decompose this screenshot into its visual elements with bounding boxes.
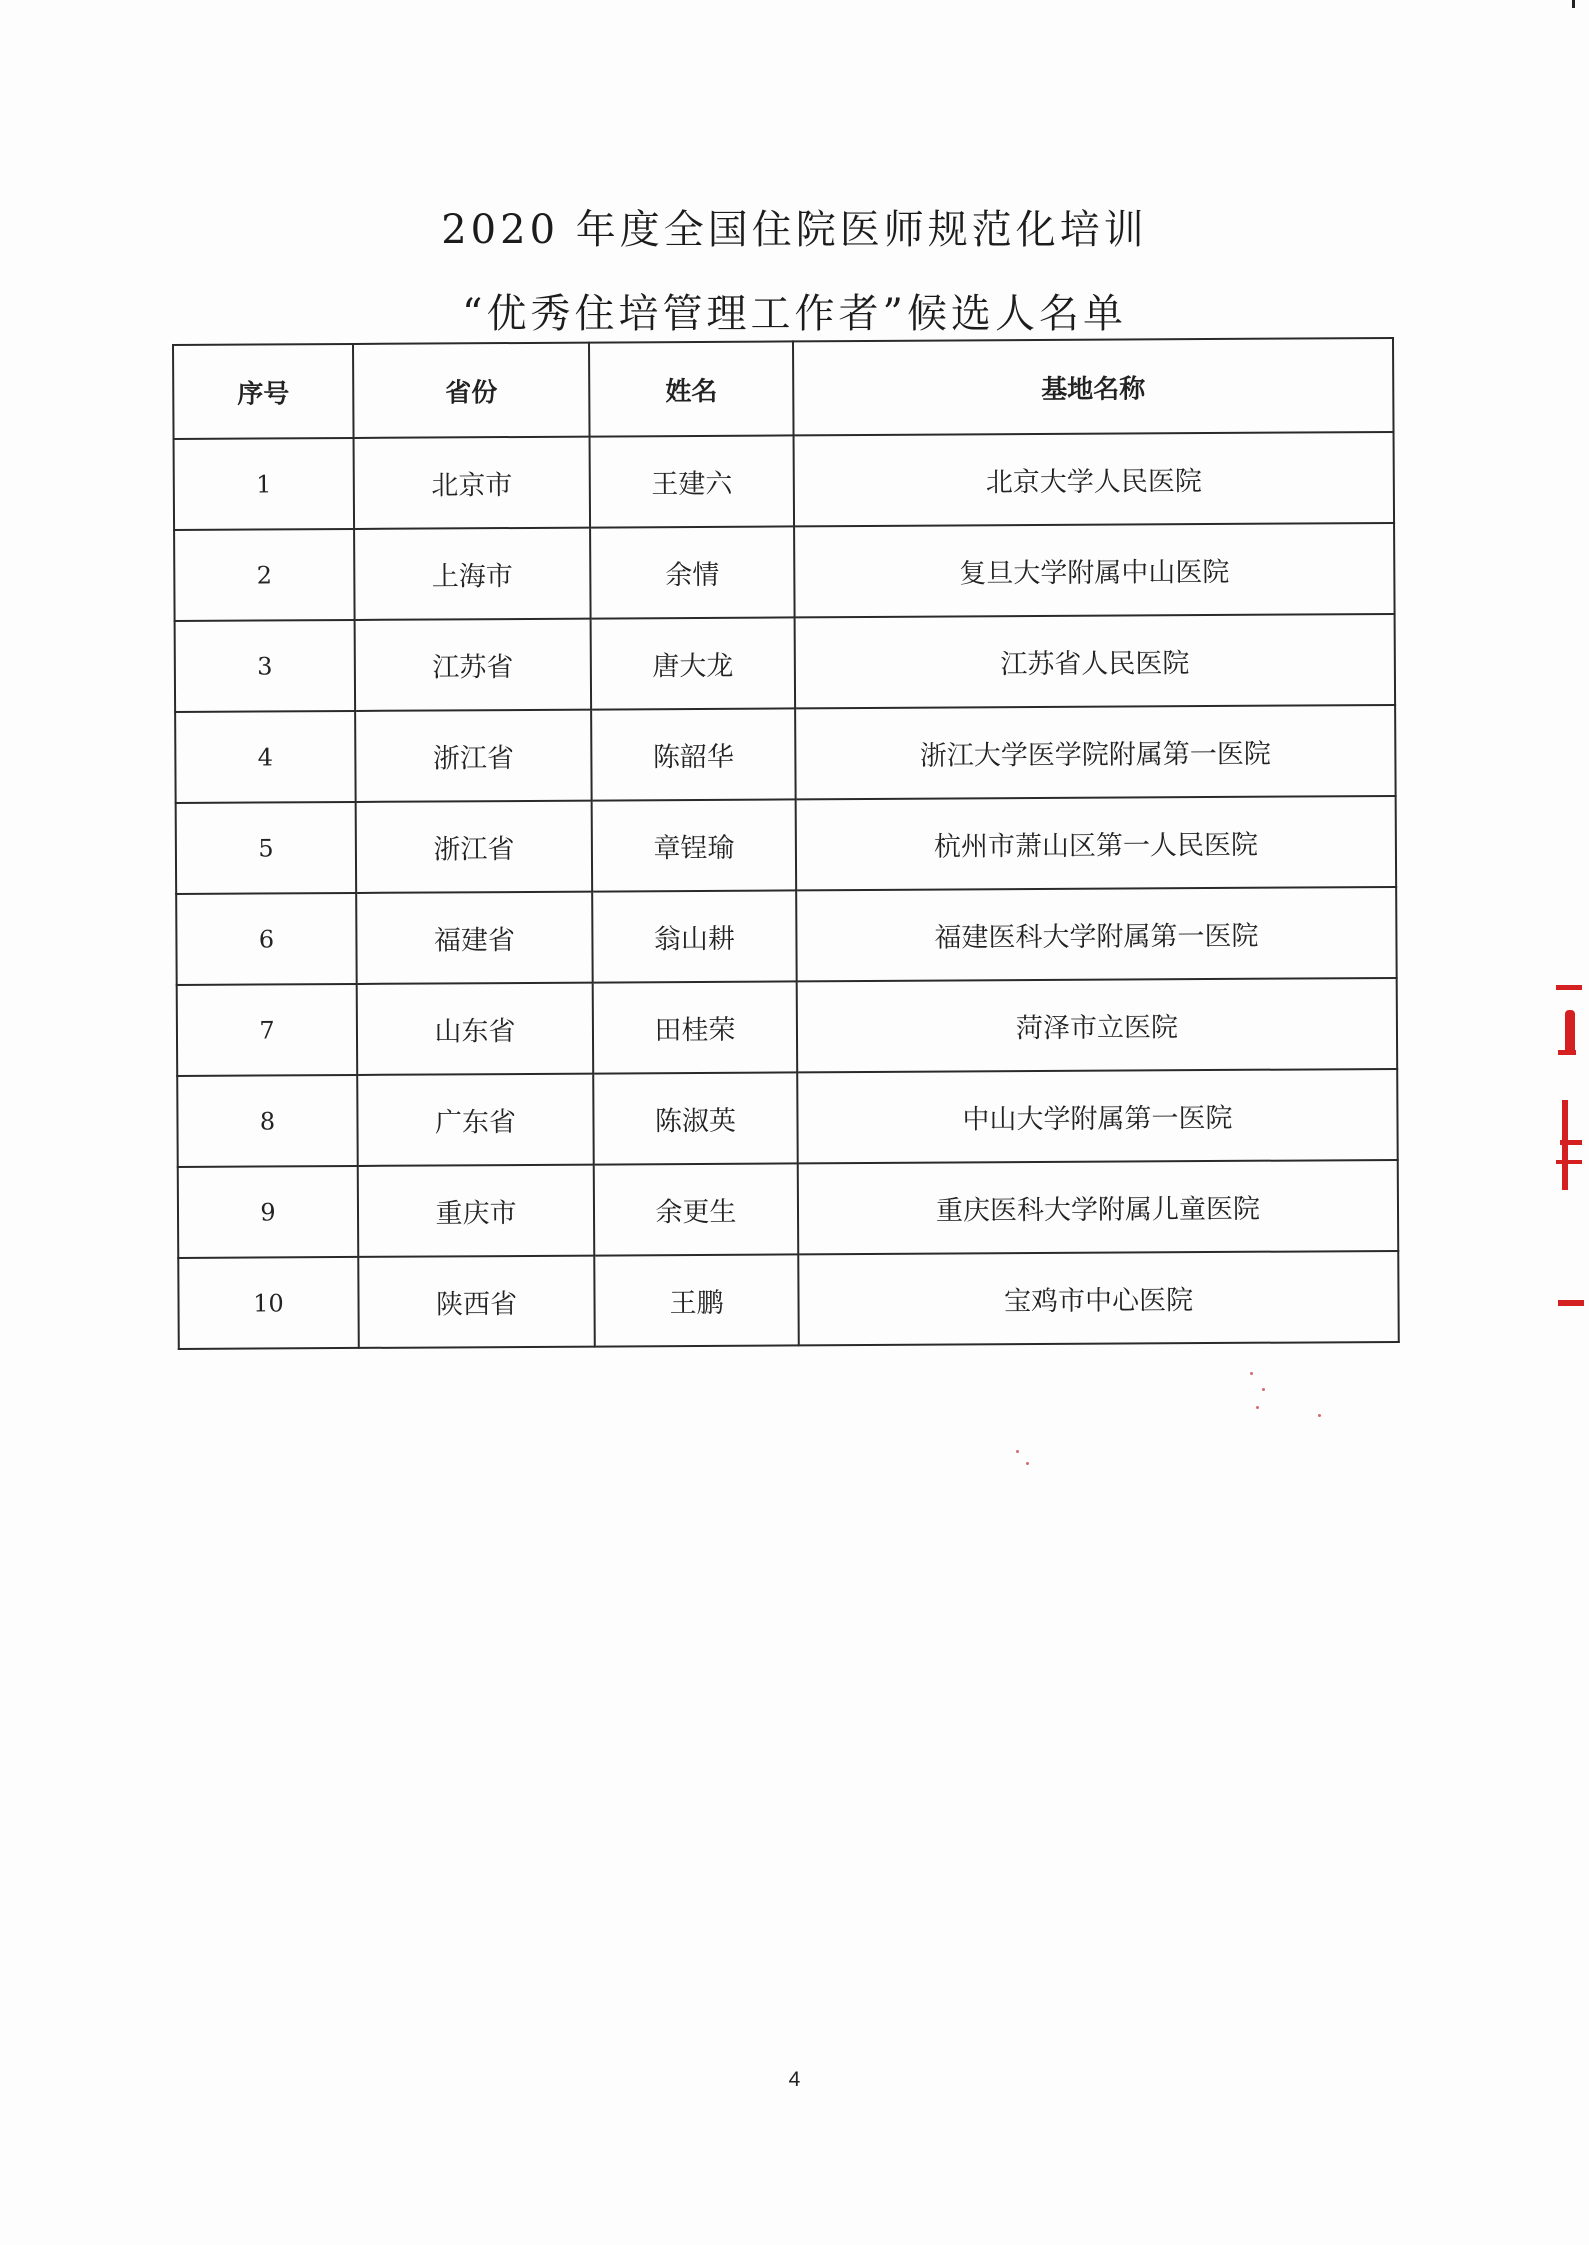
ink-speck [1262,1388,1265,1391]
cell-name: 田桂荣 [593,981,798,1073]
cell-base: 复旦大学附属中山医院 [794,523,1395,617]
table-row [177,978,1398,1076]
cell-index: 7 [177,984,358,1076]
cell-index: 2 [174,529,355,621]
cell-base: 菏泽市立医院 [797,978,1398,1072]
document-title-line2: “优秀住培管理工作者”候选人名单 [462,291,1127,337]
ink-speck [1026,1462,1029,1465]
table-row [176,887,1397,985]
cell-index: 5 [176,802,357,894]
cell-province: 广东省 [357,1074,594,1166]
table-row [178,1160,1399,1258]
cell-index: 4 [175,711,356,803]
cell-base: 福建医科大学附属第一医院 [796,887,1397,981]
scan-mark [1572,0,1575,8]
ink-speck [1016,1450,1019,1453]
seal-fragment [1558,1300,1584,1306]
cell-base: 杭州市萧山区第一人民医院 [796,796,1397,890]
seal-fragment [1565,1010,1575,1055]
cell-name: 王鹏 [594,1254,799,1346]
table-row [178,1251,1399,1349]
cell-province: 江苏省 [355,619,592,711]
cell-name: 余更生 [594,1163,799,1255]
seal-fragment [1556,1160,1582,1164]
cell-name: 陈韶华 [591,708,796,800]
cell-province: 陕西省 [358,1256,595,1348]
cell-index: 8 [177,1075,358,1167]
seal-fragment [1562,1100,1568,1190]
table-row [174,432,1395,530]
cell-name: 王建六 [590,435,795,527]
cell-province: 北京市 [354,437,591,529]
table-row [177,1069,1398,1167]
cell-base: 重庆医科大学附属儿童医院 [798,1160,1399,1254]
cell-index: 1 [174,438,355,530]
cell-province: 重庆市 [358,1165,595,1257]
cell-province: 山东省 [357,983,594,1075]
cell-base: 中山大学附属第一医院 [797,1069,1398,1163]
cell-name: 唐大龙 [591,617,796,709]
cell-base: 北京大学人民医院 [794,432,1395,526]
candidate-table-wrapper [172,337,1398,1350]
cell-name: 翁山耕 [592,890,797,982]
cell-index: 3 [175,620,356,712]
table-row [174,523,1395,621]
cell-name: 章锃瑜 [592,799,797,891]
table-row [175,705,1396,803]
cell-name: 陈淑英 [593,1072,798,1164]
cell-index: 9 [178,1166,359,1258]
table-row [176,796,1397,894]
cell-base: 宝鸡市中心医院 [798,1251,1399,1345]
seal-fragment [1556,985,1582,990]
ink-speck [1318,1414,1321,1417]
cell-province: 浙江省 [355,710,592,802]
cell-index: 6 [176,893,357,985]
table-row [175,614,1396,712]
cell-base: 浙江大学医学院附属第一医院 [795,705,1396,799]
table-header-row [173,338,1394,439]
header-index: 序号 [173,344,354,439]
cell-name: 余情 [590,526,795,618]
header-name: 姓名 [589,341,794,436]
ink-speck [1250,1372,1253,1375]
header-base: 基地名称 [793,338,1394,435]
header-province: 省份 [353,343,590,438]
cell-province: 上海市 [354,528,591,620]
cell-base: 江苏省人民医院 [795,614,1396,708]
cell-index: 10 [178,1257,359,1349]
seal-fragment [1558,1050,1576,1055]
cell-province: 浙江省 [356,801,593,893]
page-number: 4 [788,2068,801,2091]
ink-speck [1256,1406,1259,1409]
candidate-table [172,337,1400,1350]
document-title-line1: 2020 年度全国住院医师规范化培训 [441,207,1148,253]
cell-province: 福建省 [356,892,593,984]
